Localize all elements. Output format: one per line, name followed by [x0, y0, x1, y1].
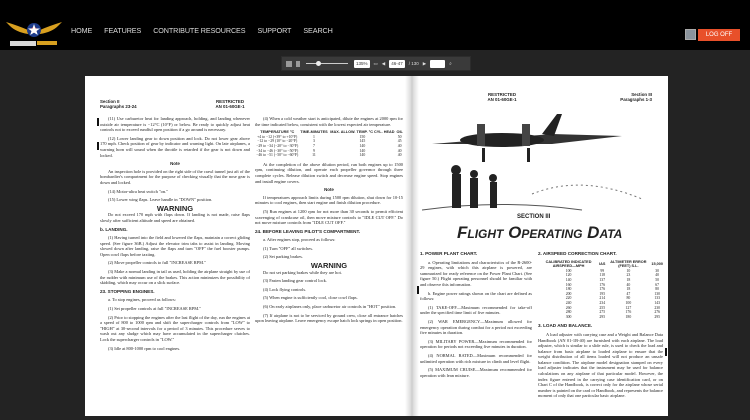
table-cell: 120 [565, 273, 572, 278]
left-page [85, 76, 407, 416]
table-cell: 160 [565, 282, 572, 287]
table-cell: 176 [599, 282, 606, 287]
table-cell: 30 [655, 268, 660, 273]
table-cell: 18 [626, 277, 631, 282]
table-cell: 80 [626, 296, 631, 301]
table-cell: 23 [626, 273, 631, 278]
table-cell: 9 [313, 148, 315, 153]
table-cell: 40 [655, 273, 660, 278]
table-cell: 255 [599, 305, 606, 310]
main-nav [71, 26, 333, 35]
table-cell: 140 [359, 153, 366, 158]
table-cell: 100 [565, 268, 572, 273]
zoom-slider[interactable] [306, 63, 348, 64]
aircorps-library-logo[interactable] [4, 14, 64, 48]
left-column: 1. POWER PLANT CHART. a. Operating limitations and characteristics of the R-2600-29 engines, with which this airplane is powered, are summarized for ready reference on the Power Plant Chart. (See figure 50.) Flight operating personnel should be familiar with and observe this information. b. Engine power ratings shown on the chart are defined as follows: (1) TAKE-OFF—Maximum recommended for take-off under the specified time limit of five minutes. (2) WAR EMERGENCY—Maximum allowed for emergency operation during combat for a period not exceeding five minutes in duration. (3) MILITARY POWER—Maximum recommended for operation for periods not exceeding five minutes in duration. (4) NORMAL RATED—Maximum recommended for unlimited operation with rich mixture in climb and level flight. (5) MAXIMUM CRUISE—Maximum recommended for operation with lean mixture. [420, 251, 532, 378]
table-cell: 280 [565, 310, 572, 315]
table-cell: 1 [313, 134, 315, 139]
table-cell: 40 [397, 143, 402, 148]
next-page-icon[interactable]: ▶ [422, 60, 427, 66]
table-cell: 10 [626, 268, 631, 273]
table-cell: 47 [626, 291, 631, 296]
nav-search[interactable]: SEARCH [303, 26, 333, 35]
table-cell: 7 [313, 143, 315, 148]
table-cell: +4 to −12 (+39° to +10°F) [257, 134, 298, 139]
table-cell: 3 [313, 139, 315, 144]
restricted-header: RESTRICTED AN 01-60GE-1 [215, 99, 245, 110]
dilution-table: TEMPERATURE °C TIME-MINUTES MAX. ALLOW. TEMP. °C CYL. HEAD OIL +4 to −12 (+39° to +10°F) 1 150 50 −12 to −29 (10° to −20°F) 3 145 45 −29 to −34 (−20° to −30°F) 7 140 40 −34 to −46 (−30° to −50°F) 9 140 40 −46 to −51 (−50° to −60°F) 11 140 40 [256, 130, 403, 158]
table-cell: 133 [654, 296, 661, 301]
table-cell: 130 [654, 291, 661, 296]
search-input[interactable] [430, 60, 445, 68]
section-title: Flight Operating Data [457, 223, 623, 242]
table-cell: 240 [565, 300, 572, 305]
right-page [417, 76, 668, 416]
log-off-button[interactable]: LOG OFF [698, 29, 740, 41]
table-cell: 127 [625, 305, 632, 310]
viewer-toolbar [281, 56, 471, 71]
share-icon[interactable] [685, 29, 696, 40]
airspeed-correction-table: CALIBRATED INDICATED AIRSPEED—MPH IAS ALTIMETER ERROR (FEET) S.L. 15,000 100 99 10 30 120 118 23 40 140 137 18 50 160 176 40 67 180 176 18 80 200 195 47 130 220 214 80 133 240 234 100 143 260 255 127 230 280 275 176 276 300 295 180 295 [538, 260, 663, 320]
table-row [538, 315, 663, 320]
table-cell: 295 [654, 314, 661, 319]
table-cell: 140 [565, 277, 572, 282]
nav-features[interactable]: FEATURES [104, 26, 142, 35]
zoom-level-field[interactable]: 135% [356, 60, 368, 66]
table-cell: −34 to −46 (−30° to −50°F) [256, 148, 299, 153]
table-cell: 50 [397, 134, 402, 139]
page-number-field[interactable]: 46-47 [391, 60, 403, 66]
table-cell: 230 [654, 305, 661, 310]
table-cell: 150 [359, 134, 366, 139]
page-section-label: Section III Paragraphs 1-3 [620, 92, 652, 103]
b25-illustration [422, 104, 652, 212]
table-cell: 80 [655, 287, 660, 292]
table-cell: −12 to −29 (10° to −20°F) [257, 139, 298, 144]
table-cell: 99 [600, 268, 605, 273]
fit-screen-icon[interactable]: ▭ [373, 60, 378, 66]
table-cell: 40 [397, 148, 402, 153]
document-spread [85, 76, 668, 416]
table-cell: 195 [599, 291, 606, 296]
table-cell: 40 [397, 153, 402, 158]
table-cell: 176 [625, 310, 632, 315]
nav-contribute-resources[interactable]: CONTRIBUTE RESOURCES [153, 26, 246, 35]
table-cell: 11 [312, 153, 316, 158]
table-cell: 143 [654, 300, 661, 305]
right-column: 2. AIRSPEED CORRECTION CHART. CALIBRATED INDICATED AIRSPEED—MPH IAS ALTIMETER ERROR (FEET) S.L. 15,000 100 99 10 30 120 118 23 40 140 137 18 50 160 176 40 67 180 176 18 80 200 195 47 130 220 214 80 133 240 234 100 143 260 255 127 230 280 275 176 276 300 295 180 295 3. LOAD AND BALANCE. A load adjuster with carrying case and a Weight and Balance Data Handbook (AN 01-1B-40) are furnished with each airplane. The load adjuster, which is similar to a slide rule, is used to check the load and balance from basic airplane to loaded airplane to ensure that the weight distribution of all items loaded will not produce an unsafe balance condition. The airplane model designation stamped on every load adjuster indicates that the instrument may be used for balance calculations on any airplane of that particular model. However, the index figure entered in the carrying case identification card, or on Chart C of the Handbook, is correct only for the airplane whose serial number is painted on the card or Handbook, and represents the balance moment of only that one particular basic airplane. [538, 251, 663, 399]
previous-page-icon[interactable]: ◀ [381, 60, 386, 66]
nav-home[interactable]: HOME [71, 26, 93, 35]
table-cell: 300 [565, 314, 572, 319]
table-cell: −46 to −51 (−50° to −60°F) [256, 153, 299, 158]
search-icon[interactable]: ⌕ [449, 61, 452, 66]
table-cell: 276 [654, 310, 661, 315]
table-cell: 214 [599, 296, 606, 301]
left-column: (11) Use carburetor heat for landing approach, holding, and landing whenever outside air temperature is −12°C (10°F) or below. Be ready to quickly adjust heat controls not to exceed rundful open position if a go around is necessary. (12) Lower landing gear to down position and lock. Do not lower gear above 170 mph. Check position of gear by indicator and warning light. On late airplanes, a warning horn will sound when the throttle is retarded if the gear is not down and locked. Note An inspection hole is provided on the right side of the crawl tunnel just aft of the bombardier's compartment for the purpose of checking visually that the nose gear is down and locked. (14) Motor-ultra heat switch "on." (15) Lower wing flaps. Leave handle in "DOWN" position. WARNING Do not exceed 170 mph with flaps down. If landing is not made, raise flaps slowly after sufficient altitude and speed are obtained. b. LANDING. (1) Having turned into the field and lowered the flaps, maintain a correct gliding speed. (See figure 36B.) Adjust the elevator trim tabs to assist in landing. Moving slowed down after landing, raise the flaps and turn "OFF" the fuel booster pumps. Open cowl flaps before taxiing. (2) Move propeller controls to full "INCREASE RPM." (3) Make a normal landing in tail as used, holding the airplane straight by use of the rudder with minimum use of the brakes. This action minimizes the possibility of skidding, which may occur on a slick surface. 23. STOPPING ENGINES. a. To stop engines, proceed as follows: (1) Set propeller controls at full "INCREASE RPM." (2) Prior to stopping the engines after the last flight of the day, run the engines at a speed of 800 to 1000 rpm and shift the supercharger controls from "LOW" to "HIGH" at 30-second intervals for a period of 3 minutes. This procedure serves to wash out any sludge which may have accumulated in the supercharger clutches. Lock the supercharger controls in "LOW." (3) Idle at 800-1000 rpm to cool engines. [100, 116, 250, 351]
total-pages: / 130 [408, 61, 419, 66]
table-cell: 260 [565, 305, 572, 310]
table-cell: 18 [626, 287, 631, 292]
section-number: SECTION III [517, 214, 551, 220]
single-page-view-icon[interactable] [296, 61, 300, 67]
table-cell: 220 [565, 296, 572, 301]
table-cell: 234 [599, 300, 606, 305]
table-cell: 50 [655, 277, 660, 282]
right-column: (4) When a cold weather start is anticipated, dilute the engines at 2000 rpm for the time indicated below, consistent with the lowest expected air temperature. TEMPERATURE °C TIME-MINUTES MAX. ALLOW. TEMP. °C CYL. HEAD OIL +4 to −12 (+39° to +10°F) 1 150 50 −12 to −29 (10° to −20°F) 3 145 45 −29 to −34 (−20° to −30°F) 7 140 40 −34 to −46 (−30° to −50°F) 9 140 40 −46 to −51 (−50° to −60°F) 11 140 40 At the completion of the above dilution period, run both engines up to 1500 rpm, continuing dilution, and operate each propeller governor through three complete cycles. Release dilution switch and decrease engine speed. Stop engines and install engine covers. Note If temperatures approach limits during 1500 rpm dilution, shut down for 10-15 minutes to cool engines, then start engine and finish dilution procedure. (5) Run engines at 1200 rpm for not more than 30 seconds to permit efficient scavenging of crankcase oil, then move mixture controls to "IDLE CUT OFF." Do not move mixture controls from "IDLE CUT OFF." 24. BEFORE LEAVING PILOT'S COMPARTMENT. a. After engines stop, proceed as follows: (1) Turn "OFF" all switches. (2) Set parking brakes. WARNING Do not set parking brakes while they are hot. (3) Fasten landing gear control lock. (4) Lock flying controls. (5) When engine is sufficiently cool, close cowl flaps. (6) On early airplanes only, place carburetor air controls in "HOT" position. (7) If airplane is not to be serviced by ground crew, close all entrance hatches upon leaving airplane. Leave emergency escape hatch lock springs in open position. [255, 116, 403, 324]
table-cell: 275 [599, 310, 606, 315]
table-cell: 118 [599, 273, 606, 278]
table-cell: −29 to −34 (−20° to −30°F) [256, 143, 299, 148]
zoom-slider-handle[interactable] [316, 61, 321, 66]
table-cell: 137 [599, 277, 606, 282]
table-cell: 180 [625, 314, 632, 319]
table-cell: 176 [599, 287, 606, 292]
table-cell: 40 [626, 282, 631, 287]
nav-support[interactable]: SUPPORT [257, 26, 292, 35]
table-cell: 45 [397, 139, 402, 144]
page-section-label: Section II Paragraphs 23-24 [100, 99, 137, 110]
two-page-view-icon[interactable] [286, 61, 292, 67]
table-cell: 200 [565, 291, 572, 296]
table-cell: 100 [625, 300, 632, 305]
table-cell: 140 [359, 143, 366, 148]
table-cell: 295 [599, 314, 606, 319]
table-cell: 140 [359, 148, 366, 153]
site-header [0, 0, 750, 50]
table-cell: 67 [655, 282, 660, 287]
restricted-header: RESTRICTED AN 01-60GE-1 [487, 92, 517, 103]
table-cell: 145 [359, 139, 366, 144]
table-cell: 180 [565, 287, 572, 292]
table-row [255, 153, 403, 158]
